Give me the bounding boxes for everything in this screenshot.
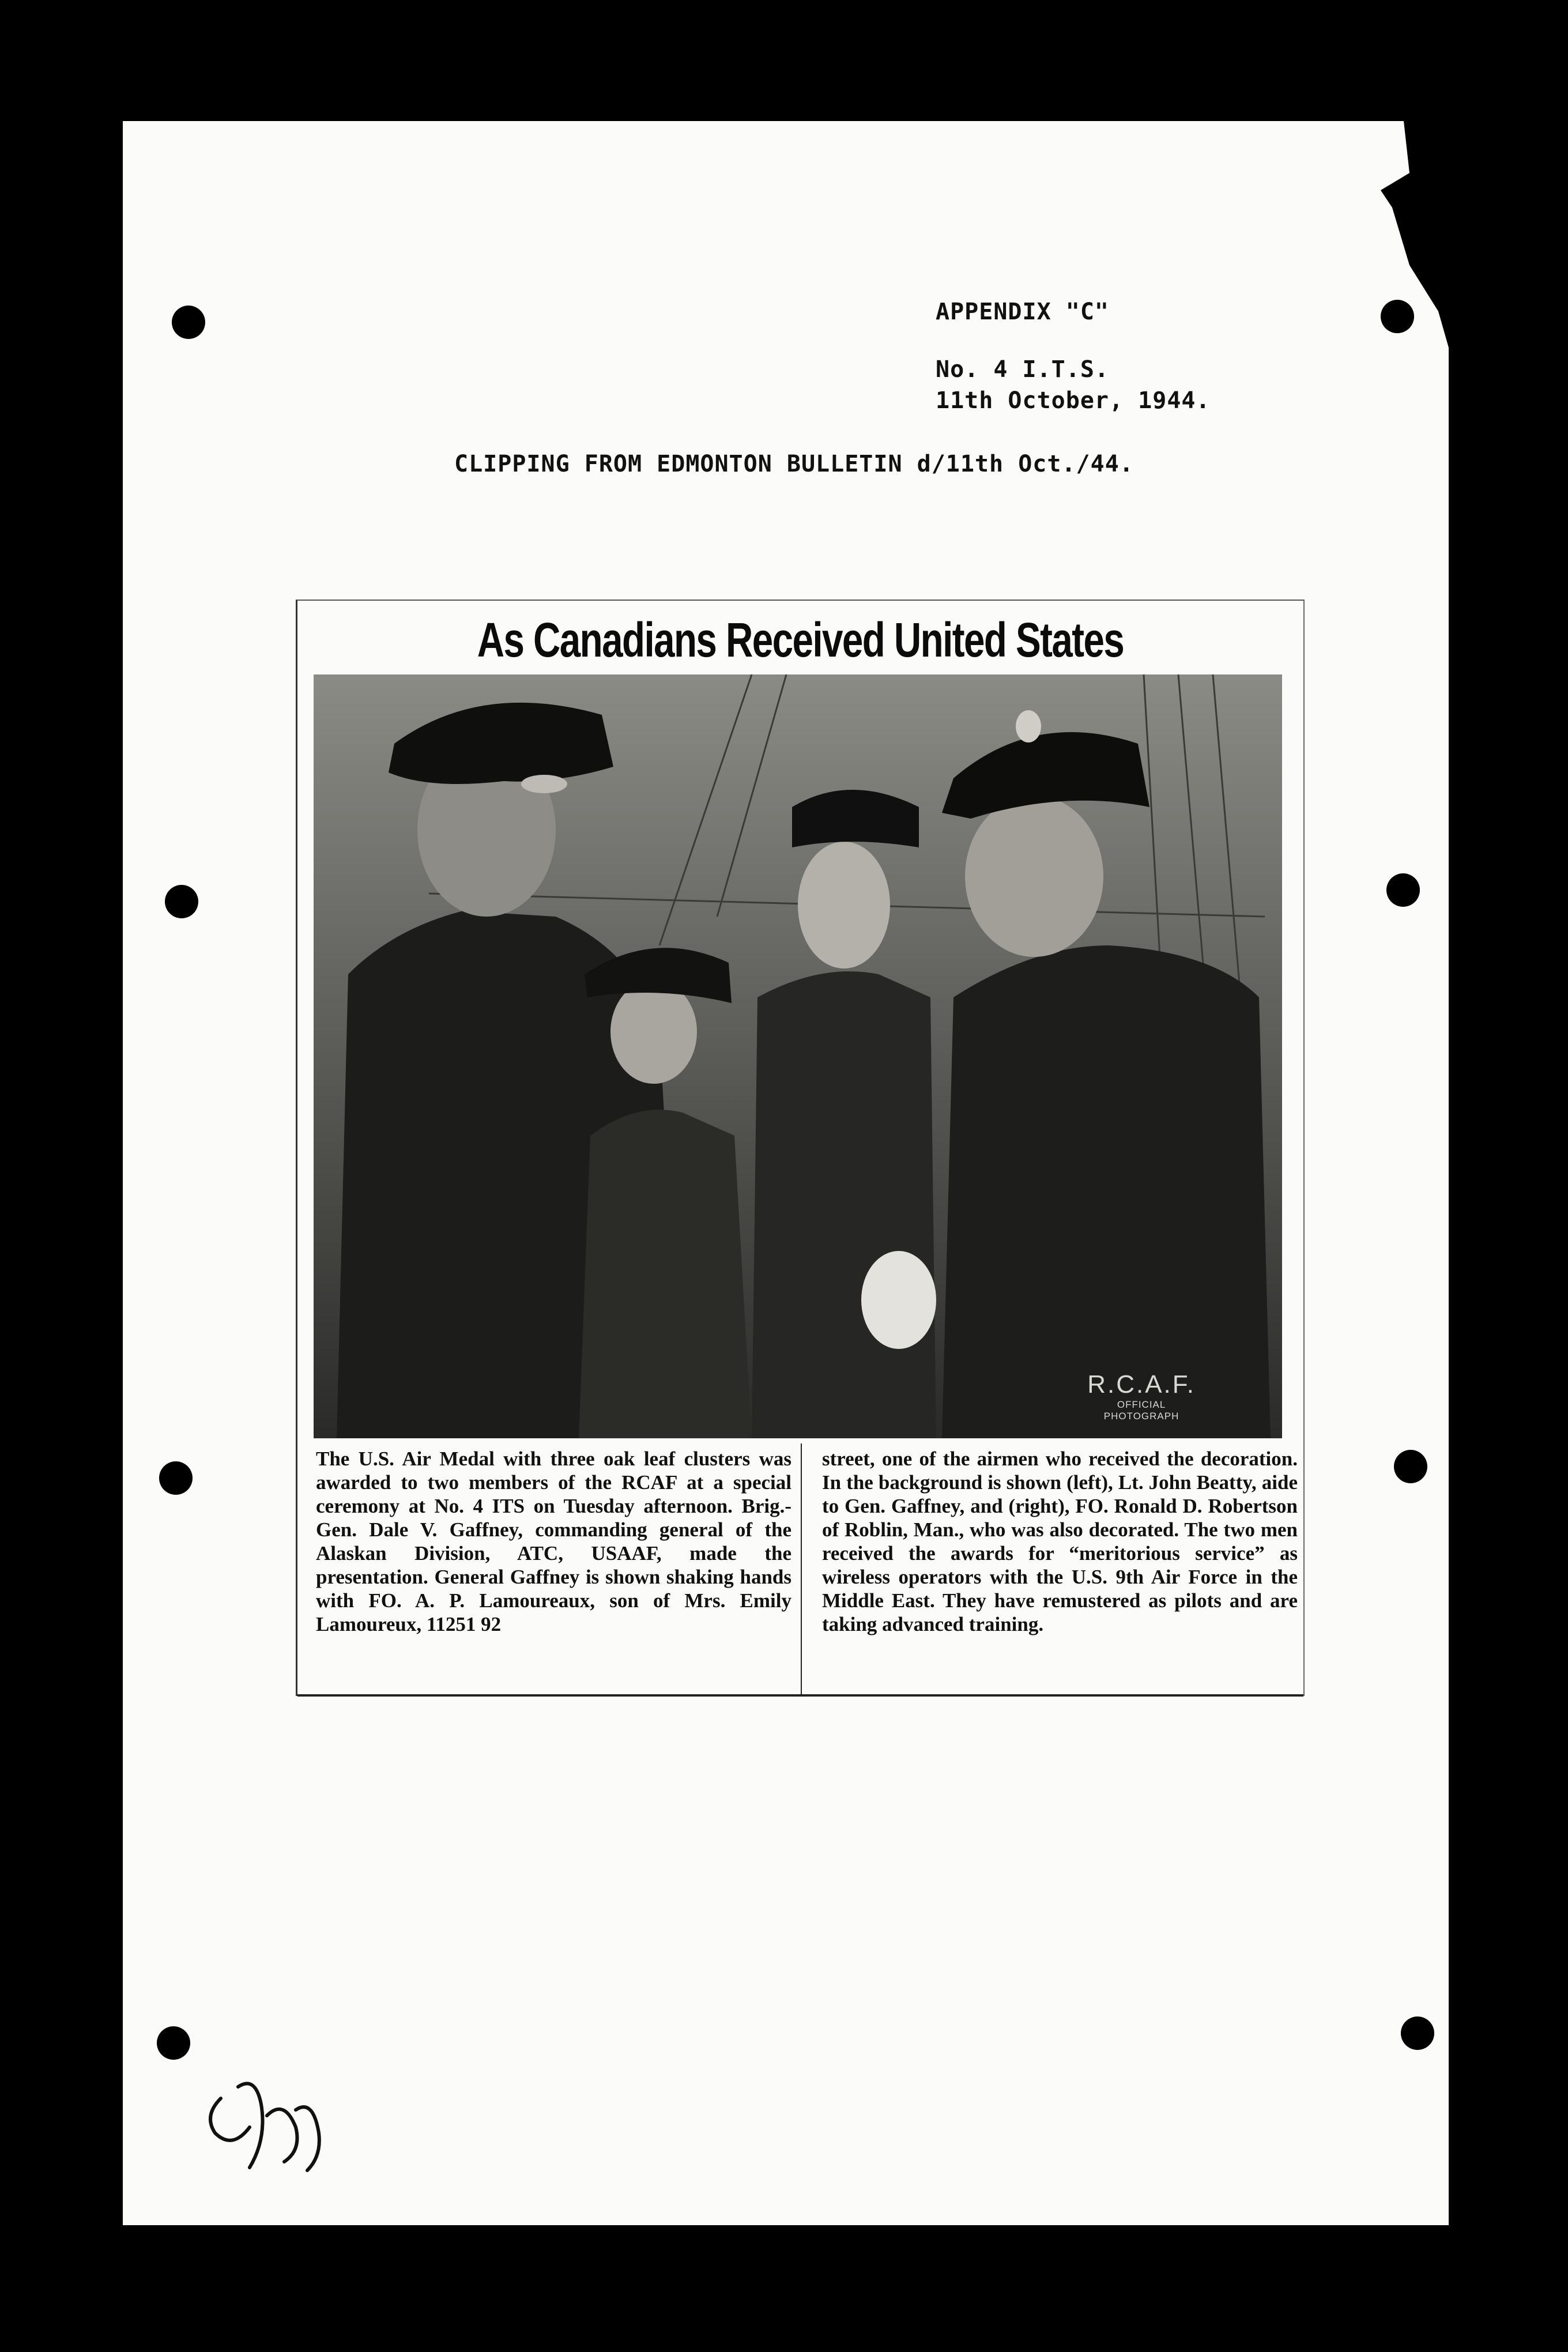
date-line: 11th October, 1944. (936, 387, 1211, 414)
caption-column-right: street, one of the airmen who received the decoration. In the background is shown (left), Lt. John Beatty, aide to Gen. Gaffney, and (right), FO. Ronald D. Robertson of Roblin, Man., who was also decorated. The two men received the awards for “meritorious service” as wireless operators with the U.S. 9th Air Force in the Middle East. They have remustered as pilots and are taking advanced training. (822, 1448, 1298, 1635)
binder-hole-left-1 (172, 306, 205, 339)
photo-credit-photograph: PHOTOGRAPH (1103, 1411, 1179, 1422)
column-divider (801, 1443, 802, 1694)
binder-hole-right-1 (1381, 300, 1414, 333)
binder-hole-right-3 (1394, 1450, 1427, 1483)
clipping-bottom-rule (297, 1694, 1303, 1697)
clipping-headline: As Canadians Received United States (477, 613, 1124, 667)
photo-credit-rcaf: R.C.A.F. (1087, 1370, 1196, 1399)
binder-hole-left-3 (159, 1461, 193, 1495)
binder-hole-right-4 (1401, 2016, 1434, 2050)
appendix-label: APPENDIX "C" (936, 299, 1109, 325)
photo-credit-official: OFFICIAL (1117, 1399, 1166, 1410)
binder-hole-left-4 (157, 2026, 190, 2060)
photo-figures (314, 674, 1282, 1438)
caption-column-left: The U.S. Air Medal with three oak leaf clusters was awarded to two members of the RCAF at a special ceremony at No. 4 ITS on Tuesday afternoon. Brig.-Gen. Dale V. Gaffney, commanding general of the Alaskan Division, ATC, USAAF, made the presentation. General Gaffney is shown shaking hands with FO. A. P. Lamoureaux, son of Mrs. Emily Lamoureux, 11251 92 (316, 1448, 791, 1635)
unit-line: No. 4 I.T.S. (936, 356, 1109, 383)
binder-hole-right-2 (1386, 873, 1420, 907)
newspaper-clipping (296, 600, 1305, 1696)
binder-hole-left-2 (165, 885, 198, 918)
photo-credit-watermark (1087, 1370, 1196, 1422)
clipping-source-line: CLIPPING FROM EDMONTON BULLETIN d/11th Oct./44. (454, 451, 1134, 477)
document-page (123, 121, 1449, 2225)
news-photograph (314, 674, 1282, 1438)
handwritten-initials (198, 2064, 330, 2179)
